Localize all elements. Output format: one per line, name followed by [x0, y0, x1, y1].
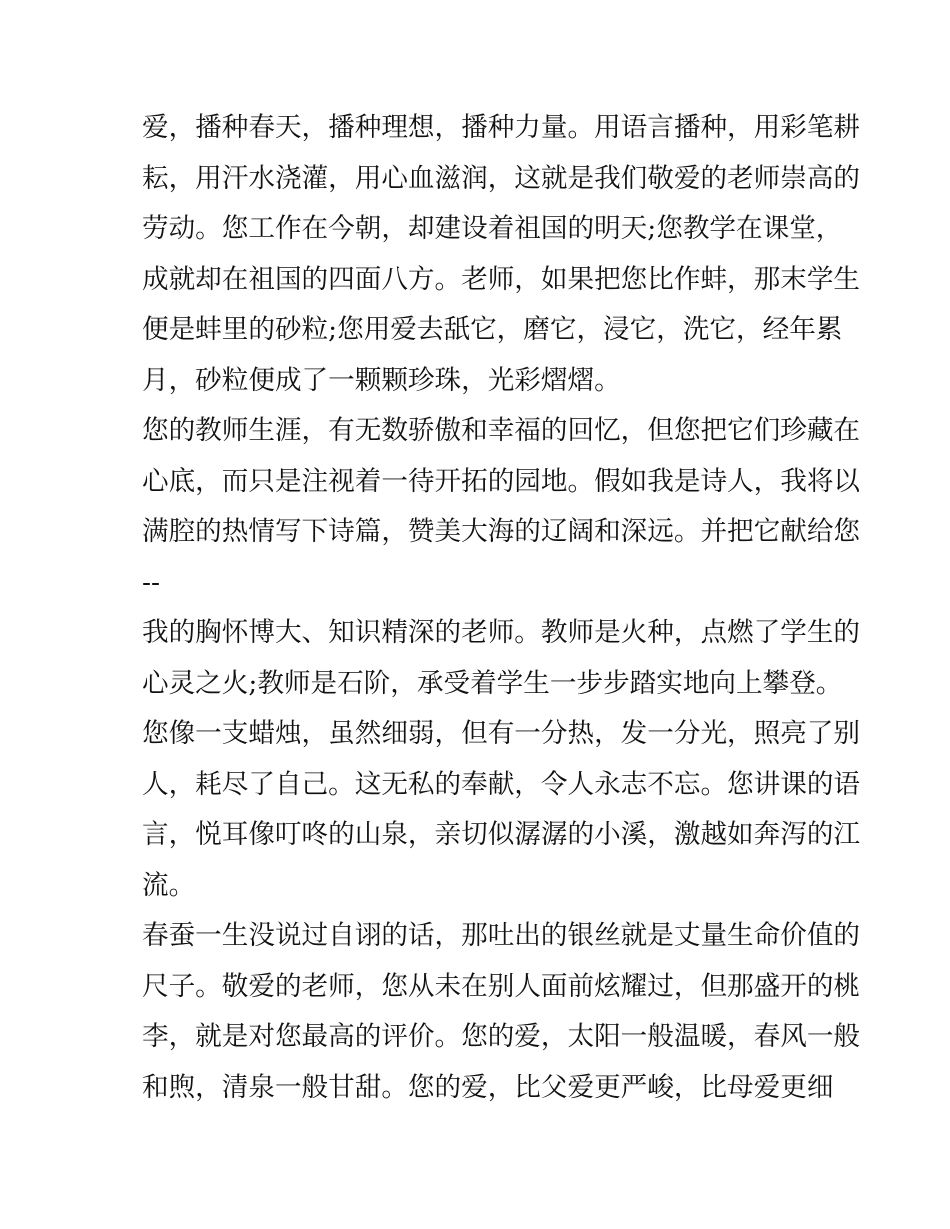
text-line: 满腔的热情写下诗篇，赞美大海的辽阔和深远。并把它献给您: [142, 516, 861, 547]
text-line: 耘，用汗水浇灌，用心血滋润，这就是我们敬爱的老师崇高的: [142, 162, 861, 194]
text-line: --: [142, 566, 160, 598]
text-line: 我的胸怀博大、知识精深的老师。教师是火种，点燃了学生的: [142, 617, 861, 648]
document-page: [142, 103, 861, 1113]
text-line: 您的教师生涯，有无数骄傲和幸福的回忆，但您把它们珍藏在: [142, 415, 861, 446]
text-line: 爱，播种春天，播种理想，播种力量。用语言播种，用彩笔耕: [142, 112, 861, 143]
text-line: 心底，而只是注视着一待开拓的园地。假如我是诗人，我将以: [142, 465, 861, 497]
text-line: 月，砂粒便成了一颗颗珍珠，光彩熠熠。: [142, 364, 621, 396]
text-line: 人，耗尽了自己。这无私的奉献，令人永志不忘。您讲课的语: [142, 768, 861, 800]
text-line: 和煦，清泉一般甘甜。您的爱，比父爱更严峻，比母爱更细: [142, 1071, 834, 1103]
text-line: 便是蚌里的砂粒;您用爱去舐它，磨它，浸它，洗它，经年累: [142, 314, 843, 345]
text-line: 劳动。您工作在今朝，却建设着祖国的明天;您教学在课堂，: [142, 213, 843, 244]
text-line: 春蚕一生没说过自诩的话，那吐出的银丝就是丈量生命价值的: [142, 920, 861, 951]
text-line: 言，悦耳像叮咚的山泉，亲切似潺潺的小溪，激越如奔泻的江: [142, 819, 861, 850]
text-line: 流。: [142, 869, 196, 901]
text-line: 尺子。敬爱的老师，您从未在别人面前炫耀过，但那盛开的桃: [142, 970, 861, 1002]
text-line: 心灵之火;教师是石阶，承受着学生一步步踏实地向上攀登。: [142, 667, 843, 699]
text-line: 李，就是对您最高的评价。您的爱，太阳一般温暖，春风一般: [142, 1021, 861, 1052]
text-line: 成就却在祖国的四面八方。老师，如果把您比作蚌，那末学生: [142, 263, 861, 295]
text-line: 您像一支蜡烛，虽然细弱，但有一分热，发一分光，照亮了别: [142, 718, 861, 749]
